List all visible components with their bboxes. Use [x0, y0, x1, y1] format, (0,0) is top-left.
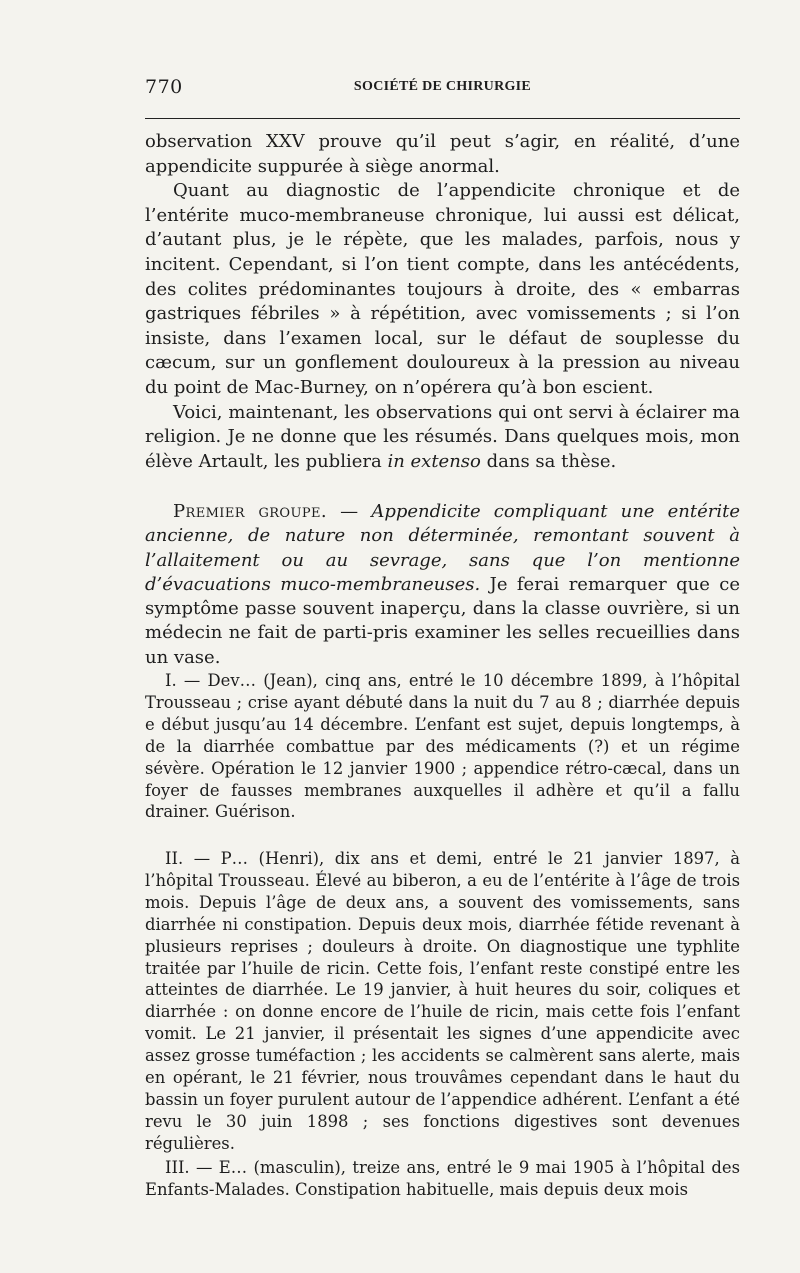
group-dash: — — [327, 501, 372, 522]
case-ii — [145, 848, 740, 1155]
observations-end: dans sa thèse. — [486, 450, 617, 472]
running-head: SOCIÉTÉ DE CHIRURGIE — [353, 79, 532, 94]
group-heading-paragraph — [145, 500, 740, 670]
case-i — [145, 670, 740, 823]
group-title: Appendicite compliquant une entérite ancienne, de nature non déterminée, remontant souvent à l’allaitement ou au sevrage, sans que l’on mentionne d’évacuations muco-membraneuses. — [145, 501, 740, 595]
observations-text: Voici, maintenant, les observations qui ont servi à éclairer ma religion. Je ne donne que les résumés. Dans quelques mois, mon élève Artault, les publiera — [145, 401, 740, 472]
in-extenso-italic: in extenso — [387, 450, 481, 472]
group-label: Premier groupe. — [173, 501, 328, 522]
case-ii-text: II. — P… (Henri), dix ans et demi, entré le 21 janvier 1897, à l’hôpital Trousseau. Élevé au biberon, a eu de l’entérite à l’âge de trois mois. Depuis l’âge de deux ans, a souvent des vomissements, sans diarrhée ni constipation. Depuis deux mois, diarrhée fétide revenant à plusieurs reprises ; douleurs à droite. On diagnostique une typhlite traitée par l’huile de ricin. Cette fois, l’enfant reste constipé entre les atteintes de diarrhée. Le 19 janvier, à huit heures du soir, coliques et diarrhée : on donne encore de l’huile de ricin, mais cette fois l’enfant vomit. Le 21 janvier, il présentait les signes d’une appendicite avec assez grosse tuméfaction ; les accidents se calmèrent sans alerte, mais en opérant, le 21 février, nous trouvâmes cependant dans le haut du bassin un foyer purulent autour de l’appendice adhérent. L’enfant a été revu le 30 juin 1898 ; ses fonctions digestives sont devenues régulières. — [145, 849, 740, 1153]
case-i-text: I. — Dev… (Jean), cinq ans, entré le 10 décembre 1899, à l’hôpital Trousseau ; crise ayant débuté dans la nuit du 7 au 8 ; diarrhée depuis e début jusqu’au 14 décembre. L’enfant est sujet, depuis longtemps, à de la diarrhée combattue par des médicaments (?) et un régime sévère. Opération le 12 janvier 1900 ; appendice rétro-cæcal, dans un foyer de fausses membranes auxquelles il adhère et qu’il a fallu drainer. Guérison. — [145, 671, 740, 822]
case-iii-text: III. — E… (masculin), treize ans, entré le 9 mai 1905 à l’hôpital des Enfants-Malades. Constipation habituelle, mais depuis deux mois — [145, 1158, 740, 1199]
header-rule — [145, 118, 740, 119]
page-header — [145, 76, 740, 102]
group-text: Je ferai remarquer que ce symptôme passe souvent inaperçu, dans la classe ouvrière, si un médecin ne fait de parti-pris examiner les selles recueillies dans un vase. — [145, 573, 741, 668]
paragraph-observations — [145, 401, 740, 475]
case-iii — [145, 1157, 740, 1201]
group-paragraph — [145, 500, 740, 670]
paragraph-continuation: observation XXV prouve qu’il peut s’agir, en réalité, d’une appendicite suppurée à siège anormal. — [145, 131, 740, 177]
page-number: 770 — [145, 76, 183, 98]
main-text — [145, 130, 740, 474]
paragraph-diagnostic: Quant au diagnostic de l’appendicite chronique et de l’entérite muco-membraneuse chronique, lui aussi est délicat, d’autant plus, je le répète, que les malades, parfois, nous y incitent. Cependant, si l’on tient compte, dans les antécédents, des colites prédominantes toujours à droite, des « embarras gastriques fébriles » à répétition, avec vomissements ; si l’on insiste, dans l’examen local, sur le défaut de souplesse du cæcum, sur un gonflement douloureux à la pression au niveau du point de Mac-Burney, on n’opérera qu’à bon escient. — [145, 180, 740, 398]
